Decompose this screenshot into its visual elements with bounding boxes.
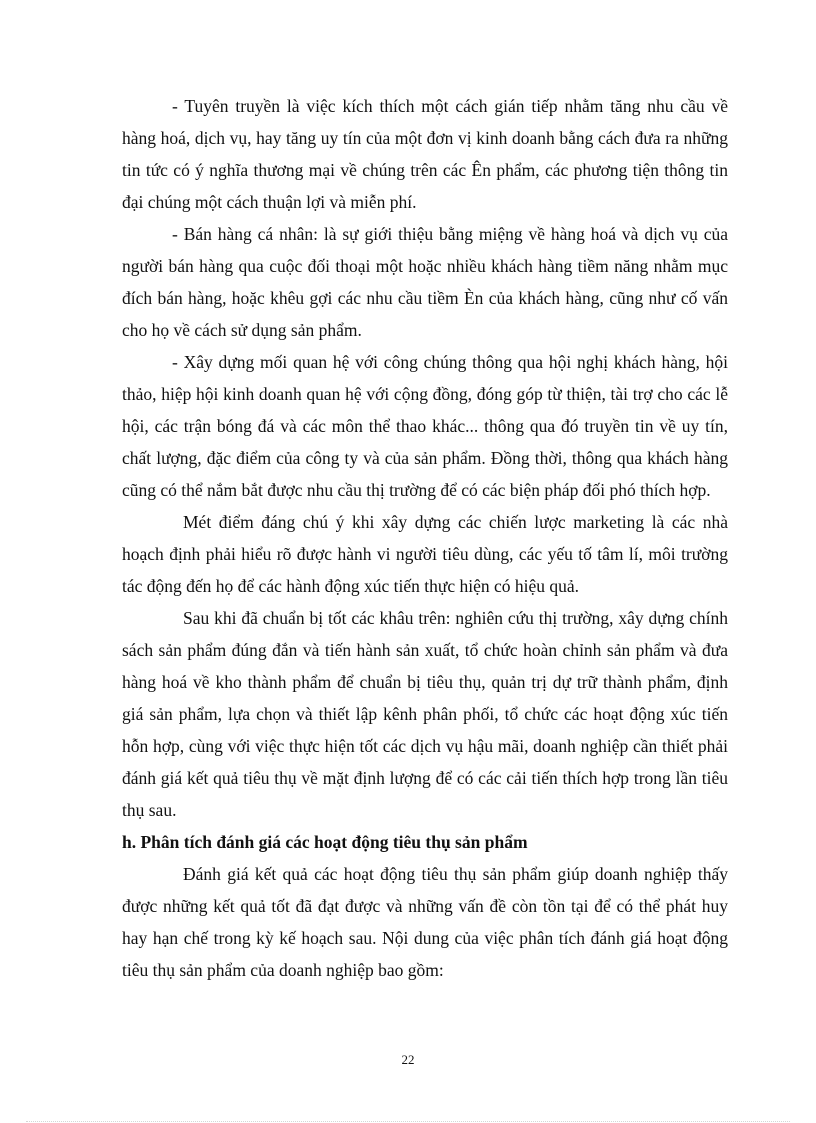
paragraph-consumer-behavior: Mét điểm đáng chú ý khi xây dựng các chiến lược marketing là các nhà hoạch định phải hiểu rõ được hành vi người tiêu dùng, các yếu tố tâm lí, môi trường tác động đến họ để các hành động xúc tiến thực hiện có hiệu quả. [122,512,728,596]
body-text [122,90,728,986]
paragraph-personal-selling: - Bán hàng cá nhân: là sự giới thiệu bằng miệng về hàng hoá và dịch vụ của người bán hàng qua cuộc đối thoại một hoặc nhiều khách hàng tiềm năng nhằm mục đích bán hàng, hoặc khêu gợi các nhu cầu tiềm Èn của khách hàng, cũng như cố vấn cho họ về cách sử dụng sản phẩm. [122,224,728,340]
paragraph-publicity: - Tuyên truyền là việc kích thích một cách gián tiếp nhằm tăng nhu cầu về hàng hoá, dịch vụ, hay tăng uy tín của một đơn vị kinh doanh bằng cách đưa ra những tin tức có ý nghĩa thương mại về chúng trên các Ên phẩm, các phương tiện thông tin đại chúng một cách thuận lợi và miễn phí. [122,96,728,212]
paragraph-public-relations: - Xây dựng mối quan hệ với công chúng thông qua hội nghị khách hàng, hội thảo, hiệp hội kinh doanh quan hệ với cộng đồng, đóng góp từ thiện, tài trợ cho các lễ hội, các trận bóng đá và các môn thể thao khác... thông qua đó truyền tin về uy tín, chất lượng, đặc điểm của công ty và của sản phẩm. Đồng thời, thông qua khách hàng cũng có thể nắm bắt được nhu cầu thị trường để có các biện pháp đối phó thích hợp. [122,352,728,500]
paragraph-after-preparation: Sau khi đã chuẩn bị tốt các khâu trên: nghiên cứu thị trường, xây dựng chính sách sản phẩm đúng đắn và tiến hành sản xuất, tổ chức hoàn chỉnh sản phẩm và đưa hàng hoá về kho thành phẩm để chuẩn bị tiêu thụ, quản trị dự trữ thành phẩm, định giá sản phẩm, lựa chọn và thiết lập kênh phân phối, tổ chức các hoạt động xúc tiến hỗn hợp, cùng với việc thực hiện tốt các dịch vụ hậu mãi, doanh nghiệp cần thiết phải đánh giá kết quả tiêu thụ về mặt định lượng để có các cải tiến thích hợp trong lần tiêu thụ sau. [122,608,728,820]
page-number: 22 [401,1052,415,1067]
paragraph-evaluation: Đánh giá kết quả các hoạt động tiêu thụ sản phẩm giúp doanh nghiệp thấy được những kết quả tốt đã đạt được và những vấn đề còn tồn tại để có thể phát huy hay hạn chế trong kỳ kế hoạch sau. Nội dung của việc phân tích đánh giá hoạt động tiêu thụ sản phẩm của doanh nghiệp bao gồm: [122,864,728,980]
page-bottom-divider [26,1121,790,1122]
section-heading: h. Phân tích đánh giá các hoạt động tiêu thụ sản phẩm [122,832,528,852]
